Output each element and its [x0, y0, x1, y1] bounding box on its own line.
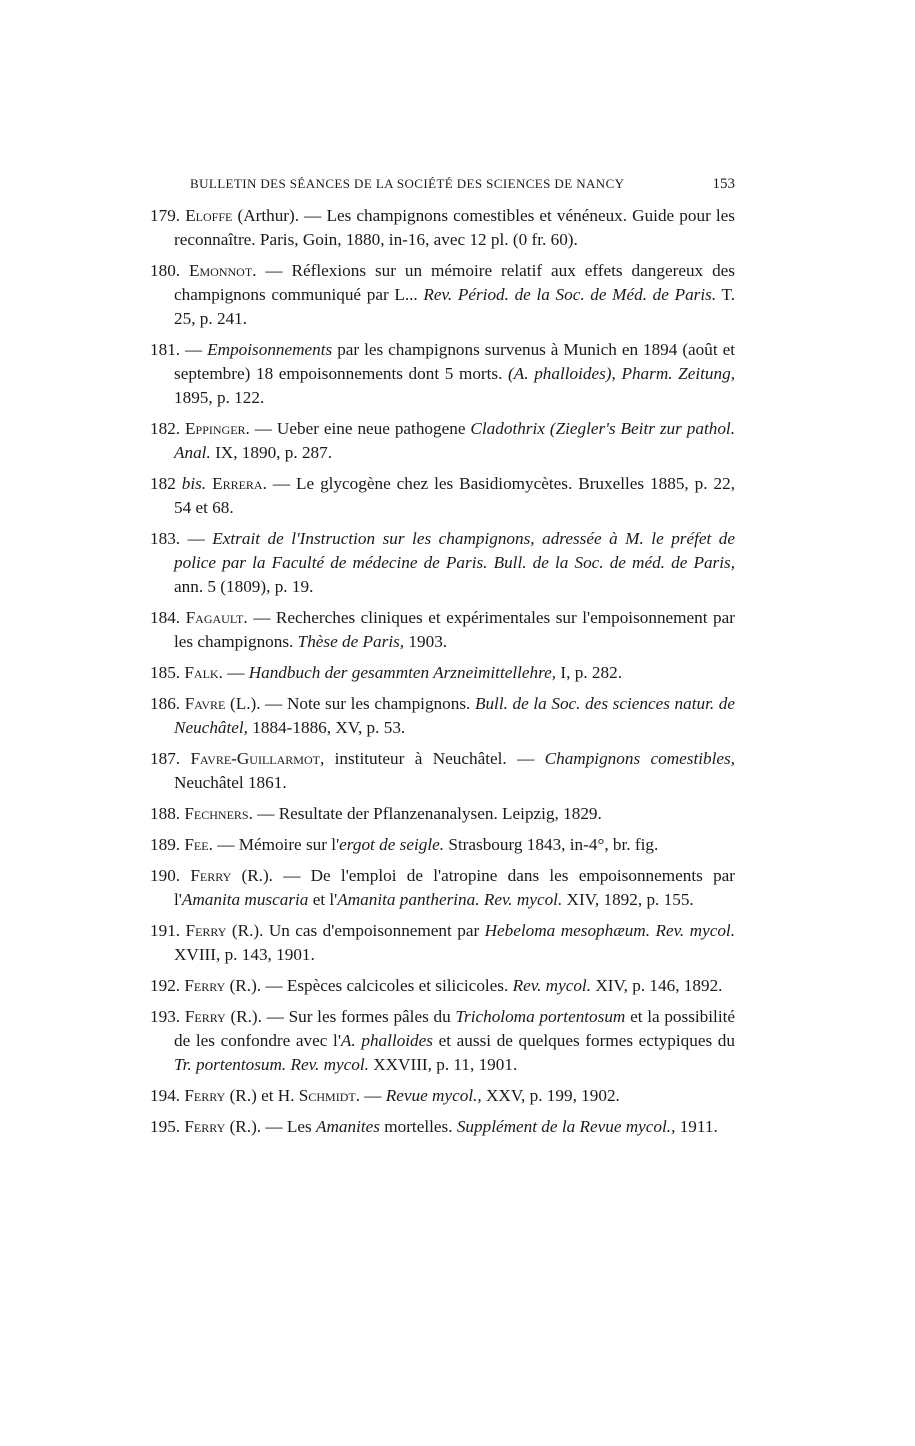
entry-text: 1884-1886, XV, p. 53. — [247, 718, 406, 737]
entry-italic-text: Thèse de Paris, — [297, 632, 405, 651]
entry-number: 189. — [150, 835, 181, 854]
bibliography-entry — [150, 204, 735, 252]
bibliography-entry — [150, 1005, 735, 1077]
bibliography-entry — [150, 472, 735, 520]
entry-number: 180. — [150, 261, 181, 280]
entry-text: 1895, p. 122. — [174, 388, 265, 407]
entry-text: , instituteur à Neuchâtel. — — [319, 749, 545, 768]
entry-italic-text: Amanita pantherina. Rev. mycol. — [337, 890, 563, 909]
entry-text: (R.). — De l'emploi de l'atropine dans les empoisonnements par l' — [174, 866, 736, 909]
entry-text: IX, 1890, p. 287. — [210, 443, 333, 462]
bibliography-entry — [150, 974, 735, 998]
entry-italic-text: A. phalloides — [340, 1031, 433, 1050]
entry-text: et aussi de quelques formes ectypiques du — [432, 1031, 735, 1050]
bibliography-entry — [150, 919, 735, 967]
entry-text: (L.). — Note sur les champignons. — [225, 694, 475, 713]
entry-text: . — Resultate der Pflanzenanalysen. Leipzig, 1829. — [248, 804, 602, 823]
bibliography-list — [150, 204, 735, 1146]
entry-italic-text: Bull. de la Soc. des sciences natur. de Neuchâtel, — [174, 694, 735, 737]
entry-text: . — Ueber eine neue pathogene — [245, 419, 471, 438]
entry-text: XIV, p. 146, 1892. — [591, 976, 723, 995]
entry-italic-text: Champignons comestibles, — [544, 749, 736, 768]
entry-italic-text: Tr. portentosum. Rev. mycol. — [174, 1055, 369, 1074]
entry-author: Eloffe — [185, 206, 233, 225]
entry-text: 1903. — [404, 632, 448, 651]
entry-text: — — [180, 529, 213, 548]
entry-number: 190. — [150, 866, 181, 885]
entry-text: mortelles. — [379, 1117, 457, 1136]
entry-text: ann. 5 (1809), p. 19. — [174, 577, 314, 596]
entry-number: 181. — [150, 340, 181, 359]
bibliography-entry — [150, 747, 735, 795]
bibliography-entry — [150, 527, 735, 599]
bibliography-entry — [150, 833, 735, 857]
entry-text: (Arthur). — Les champignons comestibles et vénéneux. Guide pour les reconnaître. Paris, Goin, 1880, in-16, avec 12 pl. (0 fr. 60). — [174, 206, 735, 249]
entry-author: Eppinger — [185, 419, 246, 438]
entry-author: Emonnot — [189, 261, 253, 280]
entry-text: . — Le glycogène chez les Basidiomycètes. Bruxelles 1885, p. 22, 54 et 68. — [174, 474, 736, 517]
entry-italic-text: Extrait de l'Instruction sur les champignons, adressée à M. le préfet de police par la Faculté de médecine de Paris. Bull. de la Soc. de méd. de Paris, — [174, 529, 735, 572]
bibliography-entry — [150, 338, 735, 410]
entry-text: XVIII, p. 143, 1901. — [174, 945, 315, 964]
entry-text: . — — [355, 1086, 386, 1105]
entry-italic-text: Empoisonnements — [207, 340, 333, 359]
entry-author: Ferry — [184, 1117, 226, 1136]
entry-author: Errera — [212, 474, 263, 493]
entry-text: (R.). — Sur les formes pâles du — [225, 1007, 456, 1026]
bibliography-entry — [150, 864, 735, 912]
entry-italic-text: Rev. mycol. — [512, 976, 592, 995]
entry-text — [180, 866, 190, 885]
running-header — [190, 176, 735, 193]
entry-text: I, p. 282. — [556, 663, 622, 682]
entry-author: Ferry — [184, 1086, 226, 1105]
entry-text — [180, 261, 189, 280]
entry-text: — — [180, 340, 208, 359]
entry-text: . — — [218, 663, 249, 682]
bibliography-entry — [150, 606, 735, 654]
entry-text: Neuchâtel 1861. — [174, 773, 287, 792]
entry-number: 194. — [150, 1086, 181, 1105]
entry-italic-text: (A. phalloides), Pharm. Zeitung, — [508, 364, 735, 383]
entry-text: et la possibilité de les confondre avec l' — [174, 1007, 736, 1050]
entry-number: 188. — [150, 804, 181, 823]
entry-text: XXVIII, p. 11, 1901. — [368, 1055, 518, 1074]
entry-author: Fagault — [185, 608, 244, 627]
entry-number: 183. — [150, 529, 181, 548]
entry-text: et l' — [308, 890, 338, 909]
entry-author: Ferry — [184, 976, 226, 995]
entry-number-suffix: bis. — [181, 474, 207, 493]
entry-number: 195. — [150, 1117, 181, 1136]
entry-text: Strasbourg 1843, in-4°, br. fig. — [444, 835, 659, 854]
entry-text: (R.). — Espèces calcicoles et silicicoles. — [225, 976, 513, 995]
entry-number: 184. — [150, 608, 181, 627]
entry-italic-text: Hebeloma mesophæum. Rev. mycol. — [484, 921, 736, 940]
entry-author: Ferry — [190, 866, 232, 885]
entry-author: Favre — [184, 694, 226, 713]
entry-text: par les champignons survenus à Munich en 1894 (août et septembre) 18 empoisonnements dont 5 morts. — [174, 340, 735, 383]
page-number: 153 — [712, 176, 735, 192]
entry-text — [180, 749, 190, 768]
entry-italic-text: Tricholoma portentosum — [455, 1007, 626, 1026]
entry-author: Fee — [184, 835, 209, 854]
entry-italic-text: Supplément de la Revue mycol., — [456, 1117, 676, 1136]
entry-author: Fechners — [184, 804, 249, 823]
bibliography-entry — [150, 259, 735, 331]
entry-number: 185. — [150, 663, 181, 682]
entry-text: XIV, 1892, p. 155. — [562, 890, 694, 909]
entry-text: (R.). Un cas d'empoisonnement par — [226, 921, 485, 940]
bibliography-entry — [150, 661, 735, 685]
entry-author: Ferry — [185, 921, 227, 940]
entry-number: 191. — [150, 921, 181, 940]
entry-text: . — Recherches cliniques et expérimentales sur l'empoisonnement par les champignons. — [174, 608, 736, 651]
entry-text: (R.). — Les — [225, 1117, 316, 1136]
entry-text: . — Réflexions sur un mémoire relatif aux effets dangereux des champignons communiqué par L... — [174, 261, 735, 304]
entry-number: 187. — [150, 749, 181, 768]
entry-text: . — Mémoire sur l' — [208, 835, 340, 854]
entry-text: T. 25, p. 241. — [174, 285, 735, 328]
entry-number: 182. — [150, 419, 181, 438]
entry-number: 193. — [150, 1007, 181, 1026]
entry-number: 186. — [150, 694, 181, 713]
bibliography-entry — [150, 692, 735, 740]
bibliography-entry — [150, 417, 735, 465]
entry-italic-text: Amanita muscaria — [181, 890, 309, 909]
bibliography-entry — [150, 802, 735, 826]
entry-number: 192. — [150, 976, 181, 995]
entry-text: 1911. — [675, 1117, 718, 1136]
bibliography-entry — [150, 1084, 735, 1108]
entry-number: 179. — [150, 206, 181, 225]
entry-author: Schmidt — [298, 1086, 356, 1105]
bibliography-entry — [150, 1115, 735, 1139]
entry-italic-text: Revue mycol., — [385, 1086, 482, 1105]
entry-italic-text: ergot de seigle. — [339, 835, 445, 854]
running-title: BULLETIN DES SÉANCES DE LA SOCIÉTÉ DES SCIENCES DE NANCY — [190, 176, 625, 191]
entry-text: XXV, p. 199, 1902. — [481, 1086, 620, 1105]
entry-italic-text: Handbuch der gesammten Arzneimittellehre, — [248, 663, 557, 682]
entry-italic-text: Cladothrix (Ziegler's Beitr zur pathol. Anal. — [174, 419, 735, 462]
entry-author: Falk — [184, 663, 219, 682]
entry-number: 182 — [150, 474, 182, 493]
entry-italic-text: Amanites — [315, 1117, 380, 1136]
entry-author: Favre-Guillarmot — [190, 749, 320, 768]
entry-text: (R.) et H. — [225, 1086, 299, 1105]
entry-italic-text: Rev. Périod. de la Soc. de Méd. de Paris. — [423, 285, 717, 304]
entry-author: Ferry — [184, 1007, 226, 1026]
